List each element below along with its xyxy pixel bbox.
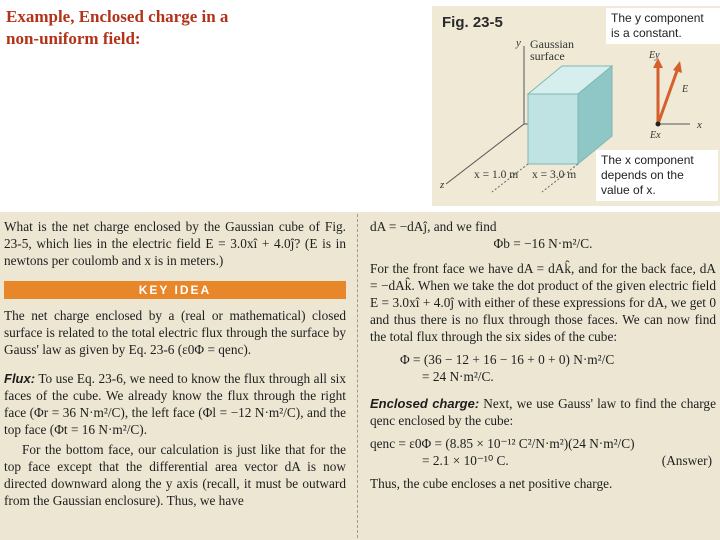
vector-e [658, 68, 678, 124]
x1-label: x = 1.0 m [474, 169, 519, 181]
answer-row [370, 452, 716, 469]
bottom-face-text: For the bottom face, our calculation is just like that for the top face except that the differential area vector dA is now directed downward along the y axis (recall, it must be outward from the Gaussian enclosure). Thus, we have [4, 442, 346, 508]
callout-bottom-line-2: depends on the [601, 168, 684, 182]
surface-label-1: Gaussian [530, 37, 574, 51]
title-line-1: Example, Enclosed charge in a [6, 7, 229, 26]
key-idea-banner: KEY IDEA [4, 281, 346, 299]
column-divider [357, 214, 358, 538]
x2-label: x = 3.0 m [532, 169, 577, 181]
front-back-text: For the front face we have dA = dAk̂, and for the back face, dA = −dAk̂. When we take the dot product of the given electric field E = 3.0xî + 4.0ĵ with either of these expressions for dA, we get 0 and thus there is no flux through those faces. We can now find the total flux through the six sides of the cube: [370, 261, 716, 344]
left-column [4, 212, 346, 509]
axis-x-label: x [697, 119, 702, 131]
eq-phi-bottom: Φb = −16 N·m²/C. [493, 236, 593, 251]
right-column [370, 212, 716, 492]
eq-q-enc-1: qenc = ε0Φ = (8.85 × 10⁻¹² C²/N·m²)(24 N·m²/C) [370, 436, 635, 451]
textbook-excerpt [0, 212, 720, 540]
cube-front-face [528, 94, 578, 164]
callout-bottom-line-1: The x component [601, 153, 694, 167]
axis-z-label: z [440, 179, 445, 191]
da-line: dA = −dAĵ, and we find [370, 219, 497, 234]
vector-ex-label: Ex [650, 130, 661, 141]
callout-top-line-2: is a constant. [611, 26, 682, 40]
eq-total-flux-1: Φ = (36 − 12 + 16 − 16 + 0 + 0) N·m²/C [400, 352, 615, 367]
enclosed-heading: Enclosed charge: [370, 396, 480, 411]
eq-q-enc-2: = 2.1 × 10⁻¹⁰ C. [422, 453, 509, 468]
slide-title [6, 6, 306, 50]
title-line-2: non-uniform field: [6, 29, 141, 48]
enclosed-paragraph [370, 395, 716, 429]
figure-label: Fig. 23-5 [442, 14, 503, 31]
question-text: What is the net charge enclosed by the Gaussian cube of Fig. 23-5, which lies in the electric field E = 3.0xî + 4.0ĵ? (E is in newtons per coulomb and x is in meters.) [4, 219, 346, 268]
flux-heading: Flux: [4, 371, 36, 386]
vector-e-head [673, 61, 682, 73]
vector-e-label: E [682, 84, 689, 95]
surface-label-2: surface [530, 49, 565, 63]
enclosed-text: Next, we use Gauss' law to find the charge qenc enclosed by the cube: [370, 396, 716, 428]
vector-ey-label: Ey [649, 50, 660, 61]
figure-23-5 [432, 6, 720, 206]
flux-text: To use Eq. 23-6, we need to know the flux through all six faces of the cube. We already know the flux through the right face (Φr = 36 N·m²/C), the left face (Φl = −12 N·m²/C), and the top face (Φt = 16 N·m²/C). [4, 371, 346, 437]
conclusion-text: Thus, the cube encloses a net positive charge. [370, 476, 613, 491]
axis-y-label: y [516, 37, 521, 49]
vector-origin [656, 122, 661, 127]
eq-total-flux-2: = 24 N·m²/C. [422, 369, 494, 384]
callout-x-component [596, 150, 718, 201]
key-idea-text: The net charge enclosed by a (real or mathematical) closed surface is related to the total electric flux through the surface by Gauss' law as given by Eq. 23-6 (ε0Φ = qenc). [4, 308, 346, 357]
flux-paragraph [4, 370, 346, 438]
answer-label: (Answer) [661, 453, 712, 468]
callout-bottom-line-3: value of x. [601, 183, 656, 197]
callout-y-component [606, 8, 720, 44]
callout-top-line-1: The y component [611, 11, 704, 25]
